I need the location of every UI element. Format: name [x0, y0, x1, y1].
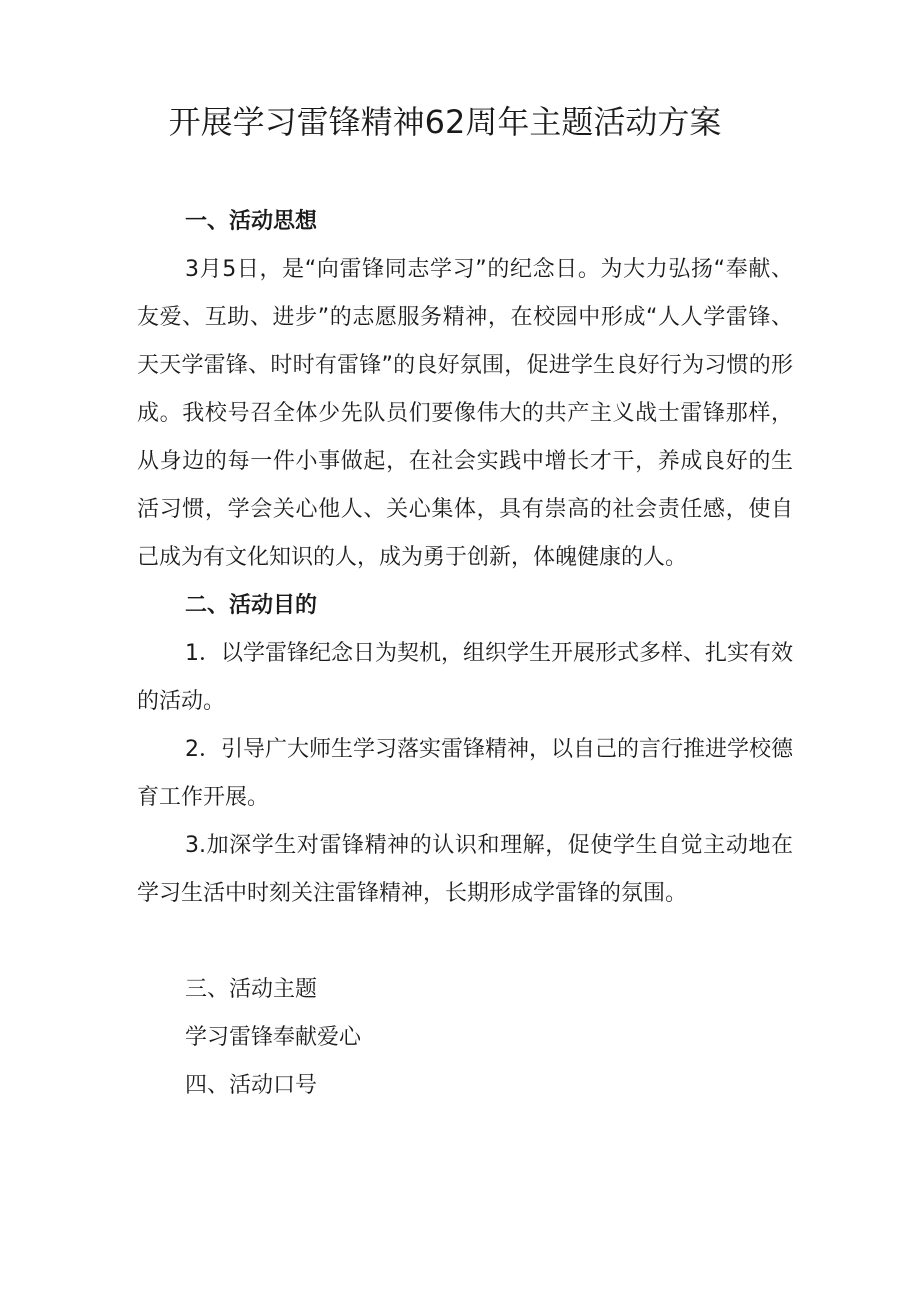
activity-theme-text: 学习雷锋奉献爱心: [185, 1025, 362, 1050]
section-heading-activity-purpose: 二、活动目的: [185, 593, 318, 618]
purpose-item-3: 3.加深学生对雷锋精神的认识和理解，促使学生自觉主动地在学习生活中时刻关注雷锋精神，长期形成学雷锋的氛围。: [137, 833, 793, 906]
section-heading-activity-slogan: 四、活动口号: [185, 1073, 318, 1098]
document-body: [137, 198, 793, 1110]
section-heading-activity-theme: 三、活动主题: [185, 977, 318, 1002]
purpose-item-2: 2．引导广大师生学习落实雷锋精神，以自己的言行推进学校德育工作开展。: [137, 737, 793, 810]
purpose-item-1: 1．以学雷锋纪念日为契机，组织学生开展形式多样、扎实有效的活动。: [137, 641, 793, 714]
paragraph-activity-thought: 3月5日，是“向雷锋同志学习”的纪念日。为大力弘扬“奉献、友爱、互助、进步”的志愿服务精神，在校园中形成“人人学雷锋、天天学雷锋、时时有雷锋”的良好氛围，促进学生良好行为习惯的形成。我校号召全体少先队员们要像伟大的共产主义战士雷锋那样，从身边的每一件小事做起，在社会实践中增长才干，养成良好的生活习惯，学会关心他人、关心集体，具有崇高的社会责任感，使自己成为有文化知识的人，成为勇于创新，体魄健康的人。: [137, 257, 793, 570]
page-title: 开展学习雷锋精神62周年主题活动方案: [168, 103, 722, 141]
section-heading-activity-thought: 一、活动思想: [185, 209, 318, 234]
